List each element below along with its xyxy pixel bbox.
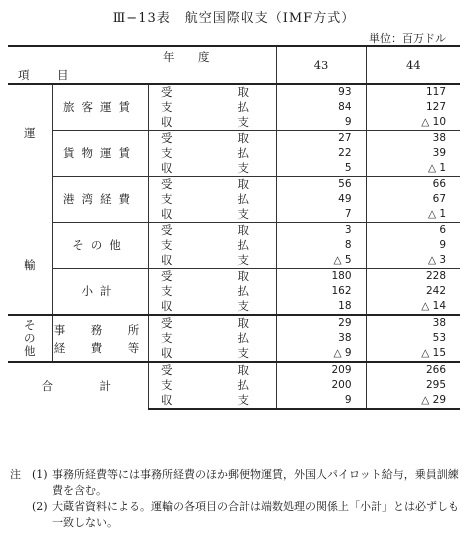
- value-cell: 162: [276, 284, 366, 299]
- table-row: [8, 362, 460, 378]
- value-cell: △ 29: [366, 393, 460, 409]
- year-col-44: 44: [366, 46, 460, 84]
- row-label-payments: 支 払: [148, 100, 276, 115]
- note-2-num: (2): [32, 500, 48, 513]
- table-row: [8, 177, 460, 193]
- row-label-payments: 支 払: [148, 284, 276, 299]
- category-label: 港湾経費: [52, 177, 148, 223]
- value-cell: 9: [276, 115, 366, 131]
- value-cell: 38: [366, 315, 460, 331]
- value-cell: △ 14: [421, 300, 447, 312]
- value-cell: 67: [432, 193, 447, 205]
- row-label-payments: 支 払: [148, 331, 276, 346]
- row-label-payments: 支 払: [148, 192, 276, 207]
- item-header: 項 目: [8, 68, 276, 84]
- note-1-text: 事務所経費等には事務所経費のほか郵便物運賃，外国人パイロット給与，乗員訓練費を含む。: [52, 468, 459, 497]
- air-balance-table: [8, 45, 460, 410]
- value-cell: 295: [425, 379, 447, 391]
- table-row: [8, 131, 460, 147]
- table-row: [8, 269, 460, 285]
- value-cell: 209: [276, 362, 366, 378]
- row-label-receipts: 受 取: [148, 315, 276, 331]
- value-cell: 242: [425, 285, 447, 297]
- value-cell: 29: [276, 315, 366, 331]
- value-cell: 49: [276, 192, 366, 207]
- category-label: 小計: [52, 269, 148, 316]
- row-label-balance: 収 支: [148, 161, 276, 177]
- row-label-payments: 支 払: [148, 378, 276, 393]
- value-cell: 5: [276, 161, 366, 177]
- value-cell: △ 9: [276, 346, 366, 362]
- total-label: 合 計: [8, 362, 148, 409]
- value-cell: 53: [432, 332, 447, 344]
- value-cell: △ 15: [421, 347, 447, 359]
- value-cell: 56: [276, 177, 366, 193]
- value-cell: 180: [276, 269, 366, 285]
- notes-prefix: 注: [10, 468, 21, 481]
- value-cell: 8: [276, 238, 366, 253]
- value-cell: 93: [276, 84, 366, 100]
- note-2: [10, 499, 460, 531]
- table-row: [8, 223, 460, 239]
- value-cell: 66: [366, 177, 460, 193]
- value-cell: △ 1: [427, 162, 447, 174]
- value-cell: △ 5: [276, 253, 366, 269]
- table-title: Ⅲ−13表 航空国際収支（IMF方式）: [112, 11, 356, 26]
- value-cell: △ 1: [427, 208, 447, 220]
- category-label: その他: [52, 223, 148, 269]
- table-row: [8, 315, 460, 331]
- header-row-top: [8, 46, 460, 68]
- row-label-balance: 収 支: [148, 346, 276, 362]
- value-cell: 22: [276, 146, 366, 161]
- note-2-text: 大蔵省資料による。運輸の各項目の合計は端数処理の関係上「小計」とは必ずしも一致しない。: [52, 500, 459, 529]
- value-cell: 127: [425, 101, 447, 113]
- unit-label: 単位：百万ドル: [369, 32, 446, 45]
- value-cell: △ 3: [427, 254, 447, 266]
- row-label-receipts: 受 取: [148, 269, 276, 285]
- row-label-balance: 収 支: [148, 299, 276, 315]
- group-label: 運 輸: [8, 84, 52, 315]
- row-label-payments: 支 払: [148, 238, 276, 253]
- note-1-num: (1): [32, 468, 48, 481]
- value-cell: 39: [432, 147, 447, 159]
- value-cell: 200: [276, 378, 366, 393]
- value-cell: 27: [276, 131, 366, 147]
- category-label: 貨物運賃: [52, 131, 148, 177]
- value-cell: 7: [276, 207, 366, 223]
- value-cell: 9: [276, 393, 366, 409]
- row-label-receipts: 受 取: [148, 177, 276, 193]
- notes: [10, 467, 460, 531]
- row-label-receipts: 受 取: [148, 131, 276, 147]
- row-label-balance: 収 支: [148, 207, 276, 223]
- value-cell: 3: [276, 223, 366, 239]
- value-cell: 117: [366, 84, 460, 100]
- row-label-payments: 支 払: [148, 146, 276, 161]
- note-1: [10, 467, 460, 499]
- row-label-balance: 収 支: [148, 393, 276, 409]
- value-cell: △ 10: [421, 116, 447, 128]
- category-label: 旅客運賃: [52, 84, 148, 131]
- table-row: [8, 84, 460, 100]
- value-cell: 38: [276, 331, 366, 346]
- value-cell: 84: [276, 100, 366, 115]
- row-label-receipts: 受 取: [148, 362, 276, 378]
- group-label: そ の 他: [8, 315, 52, 362]
- value-cell: 6: [366, 223, 460, 239]
- row-label-balance: 収 支: [148, 115, 276, 131]
- row-label-balance: 収 支: [148, 253, 276, 269]
- value-cell: 18: [276, 299, 366, 315]
- value-cell: 38: [366, 131, 460, 147]
- year-header: 年 度: [8, 46, 276, 68]
- category-label: 事 務 所 経 費 等: [52, 315, 148, 362]
- row-label-receipts: 受 取: [148, 223, 276, 239]
- year-col-43: 43: [276, 46, 366, 84]
- row-label-receipts: 受 取: [148, 84, 276, 100]
- value-cell: 9: [439, 239, 447, 251]
- value-cell: 228: [366, 269, 460, 285]
- value-cell: 266: [366, 362, 460, 378]
